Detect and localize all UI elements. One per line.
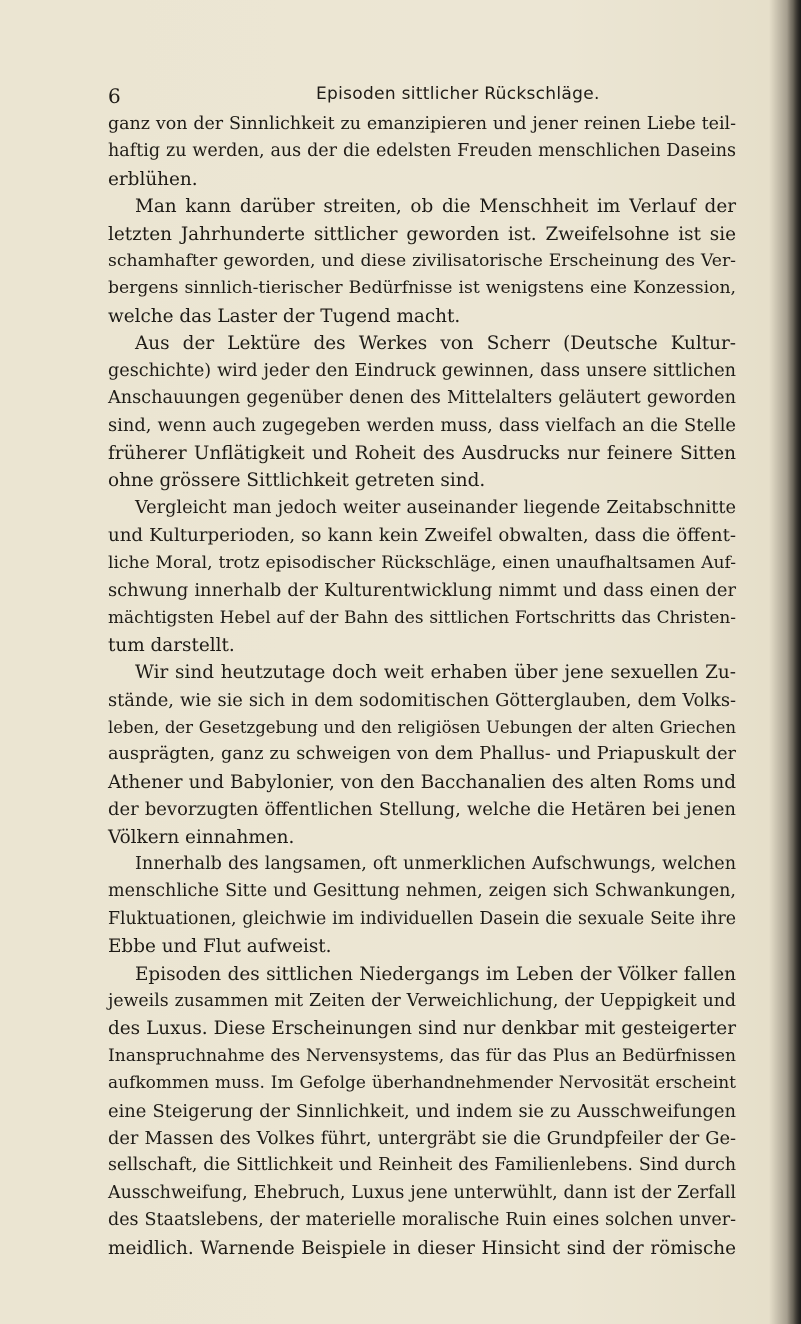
text-line: Aus der Lektüre des Werkes von Scherr (Deutsche Kultur- [135, 333, 736, 355]
text-line: Man kann darüber streiten, ob die Menschheit im Verlauf der [135, 196, 736, 218]
text-line: sellschaft, die Sittlichkeit und Reinheit des Familienlebens. Sind durch [108, 1155, 736, 1176]
book-spine-shadow [787, 0, 801, 1324]
text-line: Inanspruchnahme des Nervensystems, das für das Plus an Bedürfnissen [108, 1045, 736, 1066]
text-line: eine Steigerung der Sinnlichkeit, und indem sie zu Ausschweifungen [108, 1100, 736, 1122]
text-line: ganz von der Sinnlichkeit zu emanzipieren und jener reinen Liebe teil- [108, 114, 736, 134]
text-line: aufkommen muss. Im Gefolge überhandnehmender Nervosität erscheint [108, 1073, 736, 1094]
text-line: jeweils zusammen mit Zeiten der Verweichlichung, der Ueppigkeit und [108, 991, 736, 1011]
text-line: bergens sinnlich-tierischer Bedürfnisse ist wenigstens eine Konzession, [108, 278, 736, 299]
text-line: ausprägten, ganz zu schweigen von dem Phallus- und Priapuskult der [108, 744, 736, 765]
text-line: Episoden des sittlichen Niedergangs im Leben der Völker fallen [135, 963, 736, 985]
text-line: leben, der Gesetzgebung und den religiösen Uebungen der alten Griechen [108, 717, 736, 737]
text-line: des Staatslebens, der materielle moralische Ruin eines solchen unver- [108, 1210, 736, 1231]
text-line: Innerhalb des langsamen, oft unmerklichen Aufschwungs, welchen [135, 853, 736, 874]
text-line: liche Moral, trotz episodischer Rückschläge, einen unaufhaltsamen Auf- [108, 552, 736, 573]
text-line: der Massen des Volkes führt, untergräbt sie die Grundpfeiler der Ge- [108, 1128, 736, 1150]
text-line: schwung innerhalb der Kulturentwicklung nimmt und dass einen der [108, 579, 736, 601]
text-line: der bevorzugten öffentlichen Stellung, welche die Hetären bei jenen [108, 799, 736, 821]
text-line: tum darstellt. [108, 634, 235, 656]
text-line: erblühen. [108, 168, 198, 190]
text-line: Wir sind heutzutage doch weit erhaben über jene sexuellen Zu- [135, 662, 736, 684]
text-line: ohne grössere Sittlichkeit getreten sind. [108, 470, 486, 492]
text-line: des Luxus. Diese Erscheinungen sind nur denkbar mit gesteigerter [108, 1018, 736, 1040]
text-line: früherer Unflätigkeit und Roheit des Ausdrucks nur feinere Sitten [108, 442, 736, 464]
text-line: welche das Laster der Tugend macht. [108, 305, 461, 327]
text-line: meidlich. Warnende Beispiele in dieser Hinsicht sind der römische [108, 1237, 736, 1259]
text-line: stände, wie sie sich in dem sodomitischen Götterglauben, dem Volks- [108, 689, 736, 711]
running-head: Episoden sittlicher Rückschläge. [316, 84, 600, 104]
page-header [108, 84, 738, 110]
text-line: menschliche Sitte und Gesittung nehmen, zeigen sich Schwankungen, [108, 881, 736, 902]
body-text [108, 111, 736, 1262]
page-number: 6 [108, 84, 122, 108]
text-line: Anschauungen gegenüber denen des Mittelalters geläutert geworden [108, 388, 736, 409]
text-line: schamhafter geworden, und diese zivilisatorische Erscheinung des Ver- [108, 251, 736, 272]
text-line: Ausschweifung, Ehebruch, Luxus jene unterwühlt, dann ist der Zerfall [108, 1182, 736, 1203]
text-line: haftig zu werden, aus der die edelsten Freuden menschlichen Daseins [108, 141, 736, 162]
text-line: Athener und Babylonier, von den Bacchanalien des alten Roms und [108, 771, 736, 793]
text-line: sind, wenn auch zugegeben werden muss, dass vielfach an die Stelle [108, 415, 736, 437]
text-line: mächtigsten Hebel auf der Bahn des sittlichen Fortschritts das Christen- [108, 607, 736, 628]
text-line: Vergleicht man jedoch weiter auseinander liegende Zeitabschnitte [135, 497, 736, 518]
text-line: geschichte) wird jeder den Eindruck gewinnen, dass unsere sittlichen [108, 360, 736, 381]
text-line: Völkern einnahmen. [108, 826, 295, 848]
text-line: letzten Jahrhunderte sittlicher geworden ist. Zweifelsohne ist sie [108, 223, 736, 245]
text-line: und Kulturperioden, so kann kein Zweifel obwalten, dass die öffent- [108, 525, 736, 547]
text-line: Ebbe und Flut aufweist. [108, 936, 332, 958]
text-line: Fluktuationen, gleichwie im individuellen Dasein die sexuale Seite ihre [108, 908, 736, 929]
